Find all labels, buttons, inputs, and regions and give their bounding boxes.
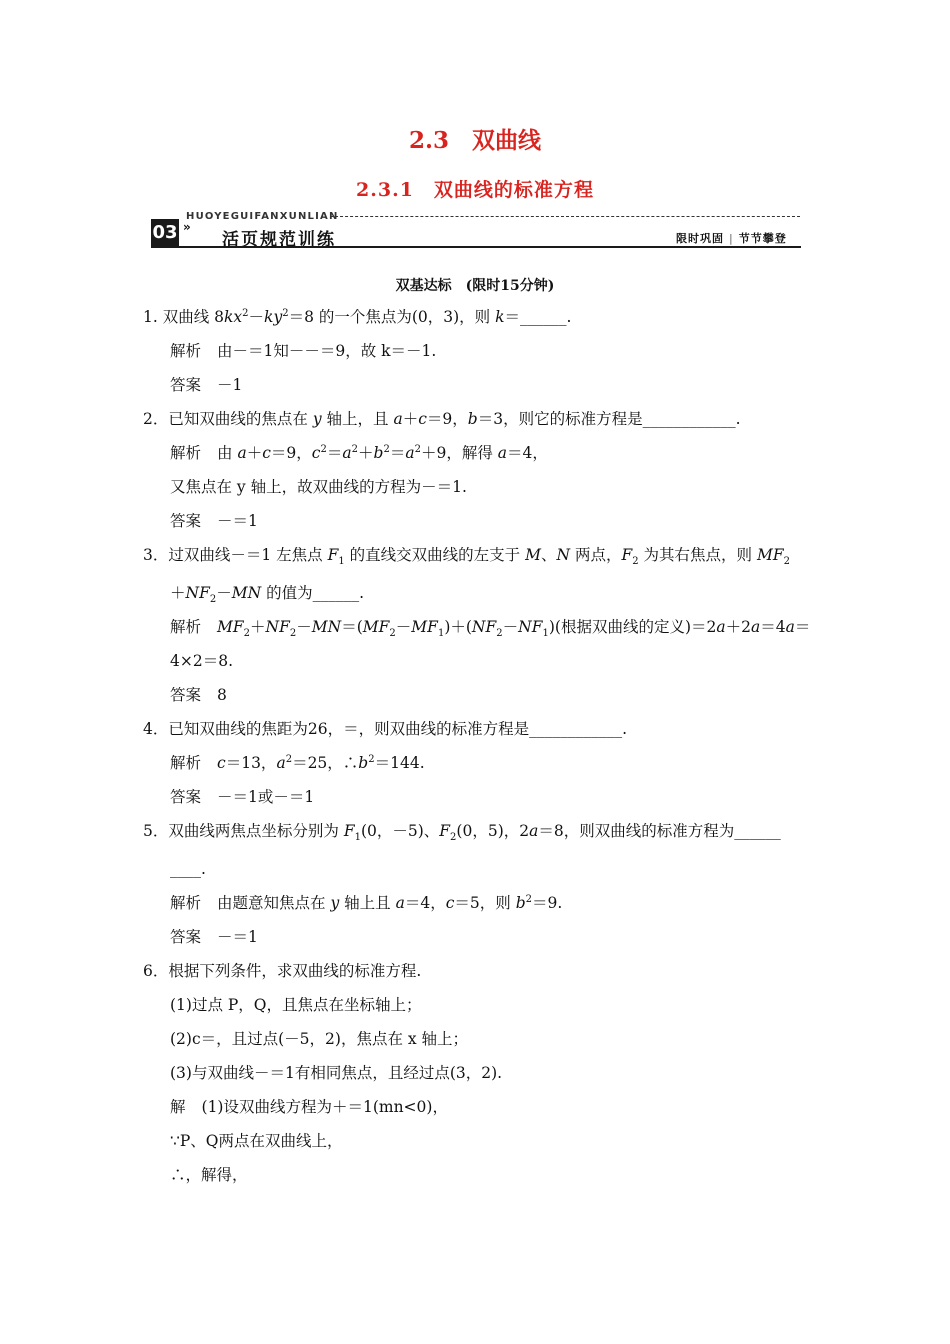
analysis-label: 解析: [170, 618, 202, 636]
problem-1-question: 1. 双曲线 $8kx^2-ky^2=8$ 的一个焦点为(0，3)，则 k＝______.: [143, 307, 572, 326]
problem-6-sub2: (2)c＝，且过点(－5，2)，焦点在 x 轴上；: [170, 1030, 469, 1048]
banner-number-badge: 03: [151, 219, 179, 246]
problem-3-answer: [170, 685, 227, 705]
banner-dashed-rule: [330, 216, 800, 217]
question-text: 根据下列条件，求双曲线的标准方程.: [168, 962, 422, 980]
analysis-label: 解析: [170, 894, 202, 912]
page-subtitle: 2.3.1 双曲线的标准方程: [356, 179, 594, 201]
problem-number: 2．: [143, 410, 169, 428]
banner-right-2: 节节攀登: [738, 232, 787, 245]
banner-bottom-rule: [151, 246, 801, 248]
analysis-label: 解析: [170, 444, 202, 462]
answer-label: 答案: [170, 512, 202, 530]
problem-number: 4．: [143, 720, 169, 738]
solution-label: 解: [170, 1098, 186, 1116]
section-title: 双基达标 (限时15分钟): [395, 278, 555, 294]
problem-2-analysis: 解析 由 a＋c＝9，$c^2=a^2+b^2=a^2+9$，解得 a＝4，: [170, 443, 548, 462]
problem-3-question: 3．过双曲线－＝1 左焦点 $F_1$ 的直线交双曲线的左支于 M、N 两点，$F_2$ 为其右焦点，则 $MF_2$: [143, 546, 790, 568]
problem-5-question: 5．双曲线两焦点坐标分别为 $F_1(0$，－5)、$F_2(0$，5)，2a＝8，则双曲线的标准方程为______: [143, 822, 781, 844]
problem-4-analysis: 解析 c＝13，$a^2=25$，$\therefore b^2=144$.: [170, 753, 425, 772]
question-text: 已知双曲线的焦距为26，＝，则双曲线的标准方程是____________.: [168, 720, 628, 738]
problem-2-question: 2．已知双曲线的焦点在 y 轴上，且 a＋c＝9，b＝3，则它的标准方程是____________.: [143, 410, 741, 428]
problem-4-question: [143, 719, 627, 739]
banner-label: 活页规范训练: [222, 230, 336, 250]
problem-2-analysis-line2: 又焦点在 y 轴上，故双曲线的方程为－＝1.: [170, 478, 467, 496]
problem-5-analysis: 解析 由题意知焦点在 y 轴上且 a＝4，c＝5，则 $b^2=9$.: [170, 893, 563, 912]
answer-text: －＝1或－＝1: [217, 788, 315, 806]
problem-4-answer: [170, 787, 314, 807]
answer-label: 答案: [170, 788, 202, 806]
banner-right-text: [676, 230, 787, 246]
answer-label: 答案: [170, 686, 202, 704]
problem-3-analysis: 解析 $MF_2+NF_2-MN=(MF_2-MF_1)+(NF_2-NF_1)$(根据双曲线的定义)＝2a＋2a＝4a＝: [170, 618, 811, 640]
answer-text: 8: [217, 686, 227, 704]
problem-6-sub3: (3)与双曲线－＝1有相同焦点，且经过点(3，2).: [170, 1064, 503, 1082]
analysis-label: 解析: [170, 342, 202, 360]
problem-6-because-line: ∵P、Q两点在双曲线上，: [170, 1132, 343, 1150]
problem-2-answer: [170, 511, 258, 531]
problem-number: 5．: [143, 822, 169, 840]
banner-arrow-icon: »: [183, 220, 191, 234]
banner-right-1: 限时巩固: [676, 232, 724, 245]
banner-separator: |: [729, 232, 734, 245]
analysis-text: 由－＝1知－－＝9，故 k＝－1.: [217, 342, 437, 360]
problem-6-question: [143, 961, 421, 981]
solution-text: (1)设双曲线方程为＋＝1(mn<0)，: [201, 1098, 448, 1116]
problem-6-therefore-line: ∴，解得，: [170, 1166, 248, 1184]
problem-number: 3．: [143, 546, 169, 564]
problem-number: 1.: [143, 308, 158, 326]
answer-text: －＝1: [217, 928, 258, 946]
problem-6-sub1: (1)过点 P，Q，且焦点在坐标轴上；: [170, 996, 422, 1014]
problem-6-solution: [170, 1097, 448, 1117]
problem-1-analysis: [170, 341, 436, 361]
answer-text: －＝1: [217, 512, 258, 530]
problem-number: 6．: [143, 962, 169, 980]
problem-3-analysis-line2: 4×2＝8.: [170, 652, 233, 670]
answer-label: 答案: [170, 376, 202, 394]
page-title: 2.3 双曲线: [408, 127, 541, 154]
analysis-label: 解析: [170, 754, 202, 772]
answer-label: 答案: [170, 928, 202, 946]
problem-3-question-line2: $+NF_2-MN$ 的值为______.: [170, 584, 365, 606]
answer-text: －1: [217, 376, 243, 394]
banner-pinyin: HUOYEGUIFANXUNLIAN: [186, 211, 339, 222]
problem-5-answer: [170, 927, 258, 947]
problem-1-answer: [170, 375, 242, 395]
problem-5-question-line2: ____.: [170, 860, 206, 878]
